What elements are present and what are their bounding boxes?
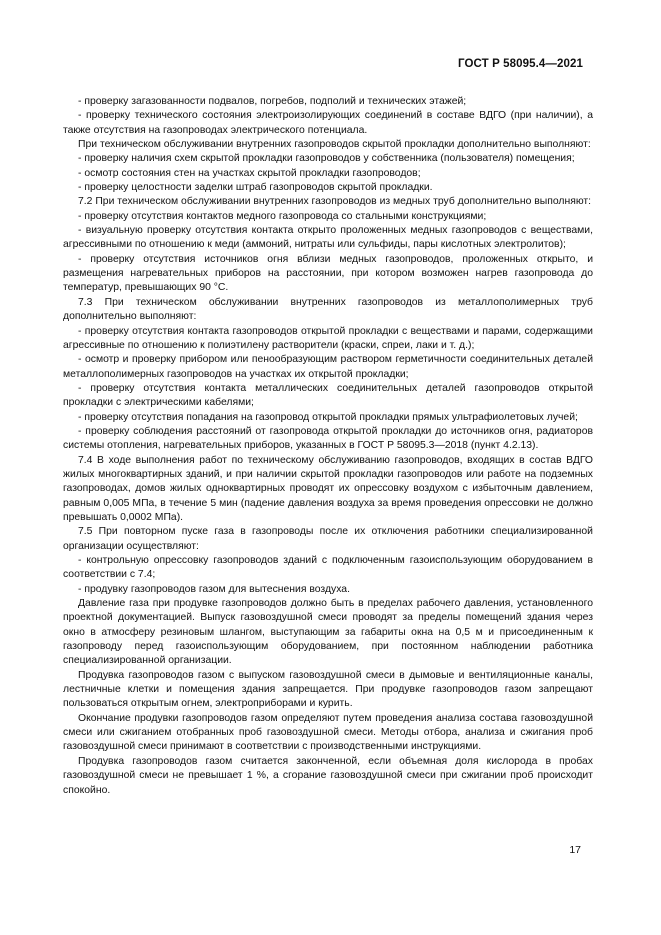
paragraph: - проверку отсутствия контакта газопроводов открытой прокладки с веществами и парами, содержащими агрессивные по отношению к полиэтилену растворители (краски, спреи, лаки и т. д.); xyxy=(63,325,593,351)
paragraph: Продувка газопроводов газом с выпуском газовоздушной смеси в дымовые и вентиляционные каналы, лестничные клетки и помещения здания запрещается. При продувке газопроводов газом запрещают пользоваться открытым огнем, электроприборами и курить. xyxy=(63,669,593,710)
paragraph: - проверку наличия схем скрытой прокладки газопроводов у собственника (пользователя) помещения; xyxy=(78,153,575,165)
page-number: 17 xyxy=(569,844,581,856)
paragraph: - проверку целостности заделки штраб газопроводов скрытой прокладки. xyxy=(78,182,433,194)
paragraph: 7.3 При техническом обслуживании внутренних газопроводов из металлополимерных труб дополнительно выполняют: xyxy=(63,296,593,323)
paragraph: Окончание продувки газопроводов газом определяют путем проведения анализа состава газовоздушной смеси или сжиганием отобранных проб газовоздушной смеси. Методы отбора, анализа и сжигания проб газовоздушной смеси принимают в соответствии с производственными инструкциями. xyxy=(63,712,593,753)
paragraph: - визуальную проверку отсутствия контакта открыто проложенных медных газопроводов с веществами, агрессивными по отношению к меди (аммоний, нитраты или сульфиды, пары кислотных электролитов); xyxy=(63,225,593,251)
paragraph: Давление газа при продувке газопроводов должно быть в пределах рабочего давления, установленного проектной документацией. Выпуск газовоздушной смеси проводят за пределы помещений здания через окно в атмосферу резиновым шлангом, выступающим за габариты окна на 0,5 м и присоединенным к газопроводу перед газоиспользующим оборудованием, при постоянном наблюдении работника специализированной организации. xyxy=(63,598,593,667)
paragraph: При техническом обслуживании внутренних газопроводов скрытой прокладки дополнительно выполняют: xyxy=(78,139,591,151)
paragraph: - проверку отсутствия попадания на газопровод открытой прокладки прямых ультрафиолетовых лучей; xyxy=(78,411,578,423)
paragraph: 7.5 При повторном пуске газа в газопроводы после их отключения работники специализированной организации осуществляют: xyxy=(63,526,593,552)
paragraph: - проверку соблюдения расстояний от газопровода открытой прокладки до источников огня, радиаторов системы отопления, нагревательных приборов, указанных в ГОСТ Р 58095.3—2018 (пункт 4.2.13). xyxy=(63,425,593,452)
paragraph: - осмотр состояния стен на участках скрытой прокладки газопроводов; xyxy=(78,167,421,179)
paragraph: - продувку газопроводов газом для вытеснения воздуха. xyxy=(78,583,350,595)
paragraph: - проверку загазованности подвалов, погребов, подполий и технических этажей; xyxy=(78,96,467,107)
document-header: ГОСТ Р 58095.4—2021 xyxy=(458,58,583,70)
paragraph: - проверку отсутствия источников огня вблизи медных газопроводов, проложенных открыто, и размещения нагревательных приборов на расстоянии, при котором возможен нагрев газопровода до температур, превышающих 90 °С. xyxy=(63,253,593,294)
paragraph: - проверку отсутствия контактов медного газопровода со стальными конструкциями; xyxy=(78,210,487,222)
paragraph: - осмотр и проверку прибором или пенообразующим раствором герметичности соединительных деталей металлополимерных газопроводов на участках их открытой прокладки; xyxy=(63,354,593,380)
paragraph: 7.2 При техническом обслуживании внутренних газопроводов из медных труб дополнительно выполняют: xyxy=(78,196,592,208)
document-body xyxy=(63,95,593,798)
paragraph: - контрольную опрессовку газопроводов зданий с подключенным газоиспользующим оборудованием в соответствии с 7.4; xyxy=(63,555,593,581)
paragraph: 7.4 В ходе выполнения работ по техническому обслуживанию газопроводов, входящих в состав ВДГО жилых многоквартирных зданий, и при наличии скрытой прокладки газопроводов или работе на подземных газопроводах, домов жилых одноквартирных проводят их опрессовку воздухом с избыточным давлением, равным 0,005 МПа, в течение 5 мин (падение давления воздуха за время проведения опрессовки не должно превышать 0,0002 МПа). xyxy=(63,454,593,523)
paragraph: - проверку технического состояния электроизолирующих соединений в составе ВДГО (при наличии), а также отсутствия на газопроводах электрического потенциала. xyxy=(63,110,593,136)
paragraph: Продувка газопроводов газом считается законченной, если объемная доля кислорода в пробах газовоздушной смеси не превышает 1 %, а сгорание газовоздушной смеси при сжигании проб происходит спокойно. xyxy=(63,755,593,796)
paragraph: - проверку отсутствия контакта металлических соединительных деталей газопроводов открытой прокладки с электрическими кабелями; xyxy=(63,382,593,409)
